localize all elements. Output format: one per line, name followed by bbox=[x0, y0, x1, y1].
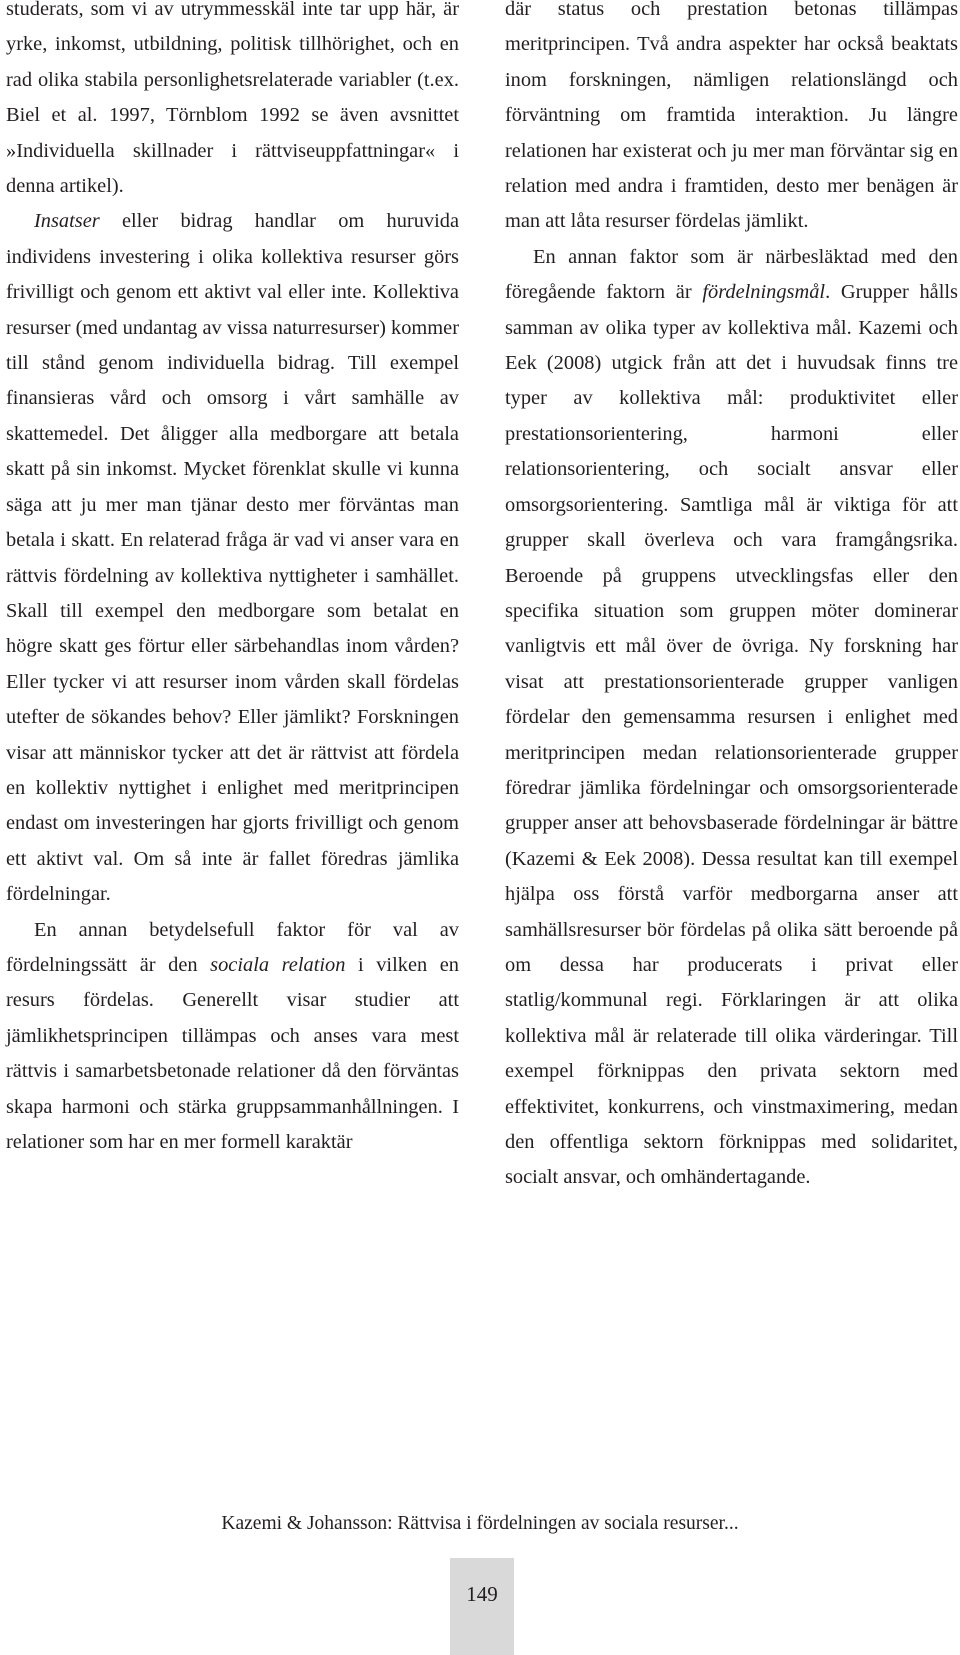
emphasis-term: fördelningsmål bbox=[702, 281, 826, 304]
emphasis-term: sociala relation bbox=[210, 953, 346, 976]
running-footer: Kazemi & Johansson: Rättvisa i fördelningen av sociala resurser... bbox=[221, 1513, 739, 1534]
page-number: 149 bbox=[466, 1582, 498, 1606]
left-text-column bbox=[6, 0, 459, 1160]
paragraph-text: i vilken en resurs fördelas. Generellt visar studier att jämlikhetsprincipen tillämpas och anses vara mest rättvis i samarbetsbetonade relationer då den förväntas skapa harmoni och stärka gruppsammanhållningen. I relationer som har en mer formell karaktär bbox=[6, 953, 460, 1153]
right-text-column bbox=[505, 0, 958, 1196]
paragraph-text: där status och prestation betonas tillämpas meritprincipen. Två andra aspekter har också beaktats inom forskningen, nämligen relationslängd och förväntning om framtida interaktion. Ju längre relationen har existerat och ju mer man förväntar sig en relation med andra i framtiden, desto mer benägen är man att låta resurser fördelas jämlikt. bbox=[505, 0, 958, 233]
paragraph-text: En annan faktor som är närbesläktad med den föregående faktorn är bbox=[505, 245, 958, 304]
paragraph-text: eller bidrag handlar om huruvida individens investering i olika kollektiva resurser görs frivilligt och genom ett aktivt val eller inte. Kollektiva resurser (med undantag av vissa naturresurser) kommer till stånd genom individuella bidrag. Till exempel finansieras vård och omsorg i vårt samhälle av skattemedel. Det åligger alla medborgare att betala skatt på sin inkomst. Mycket förenklat skulle vi kunna säga att ju mer man tjänar desto mer förväntas man betala i skatt. En relaterad fråga är vad vi anser vara en rättvis fördelning av kollektiva nyttigheter i samhället. Skall till exempel den medborgare som betalat en högre skatt ges förtur eller särbehandlas inom vården? Eller tycker vi att resurser inom vården skall fördelas utefter de sökandes behov? Eller jämlikt? Forskningen visar att människor tycker att det är rättvist att fördela en kollektiv nyttighet i enlighet med meritprincipen endast om investeringen har gjorts frivilligt och genom ett aktivt val. Om så inte är fallet föredras jämlika fördelningar. bbox=[6, 210, 459, 906]
paragraph-social-relation bbox=[6, 913, 459, 1161]
paragraph-text: En annan betydelsefull faktor för val av fördelningssätt är den bbox=[6, 918, 459, 976]
paragraph-insatser bbox=[6, 204, 459, 912]
paragraph-text: studerats, som vi av utrymmesskäl inte tar upp här, är yrke, inkomst, utbildning, politisk tillhörighet, och en rad olika stabila personlighetsrelaterade variabler (t.ex. Biel et al. 1997, Törnblom 1992 se även avsnittet »Individuella skillnader i rättviseuppfattningar« i denna artikel). bbox=[6, 0, 459, 198]
page-number-box bbox=[450, 1558, 514, 1655]
emphasis-term: Insatser bbox=[34, 210, 100, 233]
paragraph bbox=[6, 0, 459, 204]
paragraph-text: . Grupper hålls samman av olika typer av kollektiva mål. Kazemi och Eek (2008) utgick från att det i huvudsak finns tre typer av kollektiva mål: produktivitet eller prestationsorientering, harmoni eller relationsorientering, och socialt ansvar eller omsorgsorientering. Samtliga mål är viktiga för att grupper skall överleva och vara framgångsrika. Beroende på gruppens utvecklingsfas eller den specifika situation som gruppen möter dominerar vanligtvis ett mål över de övriga. Ny forskning har visat att prestationsorienterade grupper vanligen fördelar den gemensamma resursen i enlighet med meritprincipen medan relationsorienterade grupper föredrar jämlika fördelningar och omsorgsorienterade grupper anser att behovsbaserade fördelningar är bättre (Kazemi & Eek 2008). Dessa resultat kan till exempel hjälpa oss förstå varför medborgarna anser att samhällsresurser bör fördelas på olika sätt beroende på om dessa har producerats i privat eller statlig/kommunal regi. Förklaringen är att olika kollektiva mål är relaterade till olika värderingar. Till exempel förknippas den privata sektorn med effektivitet, konkurrens, och vinstmaximering, medan den offentliga sektorn förknippas med solidaritet, socialt ansvar, och omhändertagande. bbox=[505, 281, 958, 1189]
paragraph-fordelningsmal bbox=[505, 240, 958, 1196]
paragraph bbox=[505, 0, 958, 240]
